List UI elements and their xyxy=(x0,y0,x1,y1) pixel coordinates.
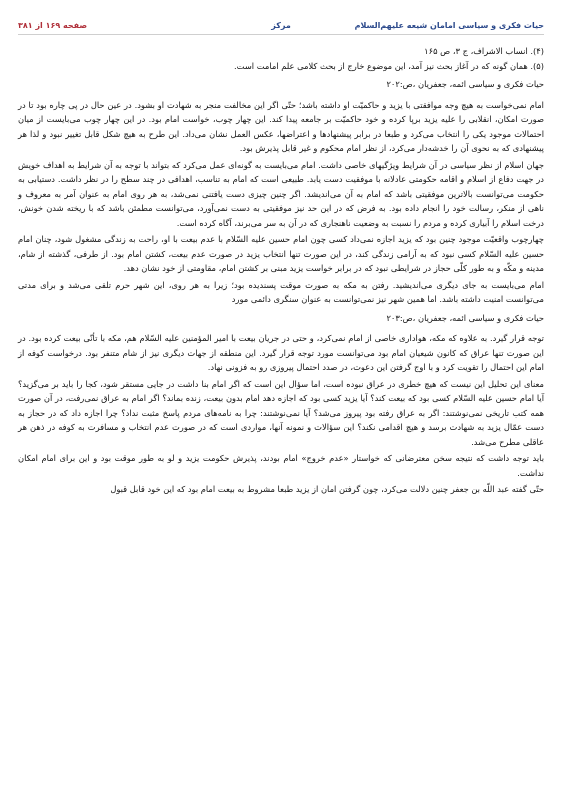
book-title: حیات فکری و سیاسی امامان شیعه علیهم‌السلام xyxy=(354,21,544,30)
source-reference: حیات فکری و سیاسی ائمه، جعفریان ،ص:۲۰۲ xyxy=(386,79,544,89)
paragraph: باید توجه داشت که نتیجه سخن معترضانی که خواستار «عدم خروج» امام بودند، پذیرش حکومت یزید و لو به طور موقت بود و این برای امام امکان نداشت. xyxy=(18,453,544,478)
page-number: صفحه ۱۶۹ از ۳۸۱ xyxy=(18,21,88,30)
paragraph: امام نمی‌خواست به هیچ وجه موافقتی با یزید و حاکمیّت او داشته باشد؛ حتّی اگر این مخالفت منجر به شهادت او بشود. در عین حال در پی چاره بود تا در صورت امکان، انقلابی را علیه یزید برپا کرده و خود حاکمیّت بر جامعه پیدا کند. این چهار چوب، خواست امام بود. در این چهار چوب می‌بایست از میان احتمالات موجود یکی را انتخاب می‌کرد و طبعا در برابر پیشنهادها و اعتراضها، عکس العمل نشان می‌داد. این طرح به هیچ شکل قابل تغییر نبود و لذا هر پیشنهادی که به نحوی آن را خدشه‌دار می‌کرد، از نظر امام محکوم و غیر قابل پذیرش بود. xyxy=(18,99,544,153)
publisher-label: مرکز xyxy=(271,21,291,30)
paragraph: چهارچوب واقعیّت موجود چنین بود که یزید اجازه نمی‌داد کسی چون امام حسین علیه السّلام با عدم بیعت با او، راحت به زندگی مشغول شود، چنان امام حسین علیه السّلام کسی نبود که به آرامی زندگی کند، در این صورت تنها انتخاب یزید در صورت عدم بیعت، کشتن امام بود. از طرفی، گذشته از شام، مدینه و مکّه و به طور کلّی حجاز در شرایطی نبود که در برابر خواست یزید مبنی بر کشتن امام، مقاومتی از خود نشان دهد. xyxy=(18,234,544,273)
paragraph: جهان اسلام از نظر سیاسی در آن شرایط ویژگیهای خاصی داشت. امام می‌بایست به گونه‌ای عمل می‌کرد که بتواند با توجه به آن شرایط به اهداف خویش در جهت دفاع از اسلام و اقامه حکومتی عادلانه با موفقیت دست یابد. طبیعی است که امام به تناسب، اهدافی در چند سطح را در نظر داشت. دستیابی به حکومت می‌توانست بالاترین موفقیتی باشد که امام به آن می‌اندیشد. اگر چنین چیزی دست یافتنی نمی‌شد، به هر روی امام به عنوان آمر به معروف و ناهی از منکر، رسالت خود را انجام داده بود. به فرض که در این حد نیز موفقیتی به دست نمی‌آورد، می‌توانست مطمئن باشد که با ریخته شدن خونش، درخت اسلام را آبیاری کرده و مردم را نسبت به وضعیت ناهنجاری که در آن به سر می‌برند، آگاه کرده است. xyxy=(18,159,544,228)
footnote: (۴). انساب الاشراف، ج ۳، ص ۱۶۵ xyxy=(424,46,544,56)
page-content xyxy=(18,44,544,499)
paragraph: معنای این تحلیل این نیست که هیچ خطری در عراق نبوده است، اما سؤال این است که اگر امام بنا داشت در جایی مستقر شود، کجا را باید بر می‌گزید؟ آیا امام حسین علیه السّلام کسی بود که بیعت کند؟ آیا یزید کسی بود که اجازه دهد امام بدون بیعت، زنده بماند؟ اگر امام به عراق نمی‌رفت، در آن صورت همه کتب تاریخی نمی‌نوشتند: اگر به عراق رفته بود پیروز می‌شد؟ آیا نمی‌نوشتند: چرا به نامه‌های مردم پاسخ مثبت نداد؟ چرا اجازه داد که در حجاز به دست عمّال یزید به شهادت برسد و هیچ اقدامی نکند؟ این سؤالات و نمونه آنها، مواردی است که در صورت عدم انتخاب و مسافرت به کوفه در ذهن هر عاقلی مطرح می‌شد. xyxy=(18,378,544,447)
footnote: (۵). همان گونه که در آغاز بحث نیز آمد، این موضوع خارج از بحث کلامی علم امامت است. xyxy=(234,60,544,71)
paragraph: توجه قرار گیرد. به علاوه که مکه، هواداری خاصی از امام نمی‌کرد، و حتی در جریان بیعت با امیر المؤمنین علیه السّلام هم، مکه با تأنّی بیعت کرده بود. در این صورت تنها عراق که کانون شیعیان امام بود می‌توانست مورد توجه قرار گیرد. این منطقه از جهات دیگری نیز از شام متنفر بود. درخواست کوفه از امام این احتمال را تقویت کرد و با اوج گرفتن این دعوت، در صدد احتمال پیروزی رو به فزونی نهاد. xyxy=(18,333,544,372)
paragraph: حتّی گفته عبد اللّه بن جعفر چنین دلالت می‌کرد، چون گرفتن امان از یزید طبعا مشروط به بیعت امام بود که این خود قابل قبول xyxy=(110,484,544,494)
source-reference: حیات فکری و سیاسی ائمه، جعفریان ،ص:۲۰۳ xyxy=(386,312,544,323)
paragraph: امام می‌بایست به جای دیگری می‌اندیشید. رفتن به مکه به صورت موقت پسندیده بود؛ زیرا به هر روی، این شهر حرم تلقی می‌شد و برای مدتی می‌توانست امنیت داشته باشد. اما همین شهر نیز نمی‌توانست به عنوان سنگری دائمی مورد xyxy=(18,279,544,304)
page-header xyxy=(18,0,544,35)
